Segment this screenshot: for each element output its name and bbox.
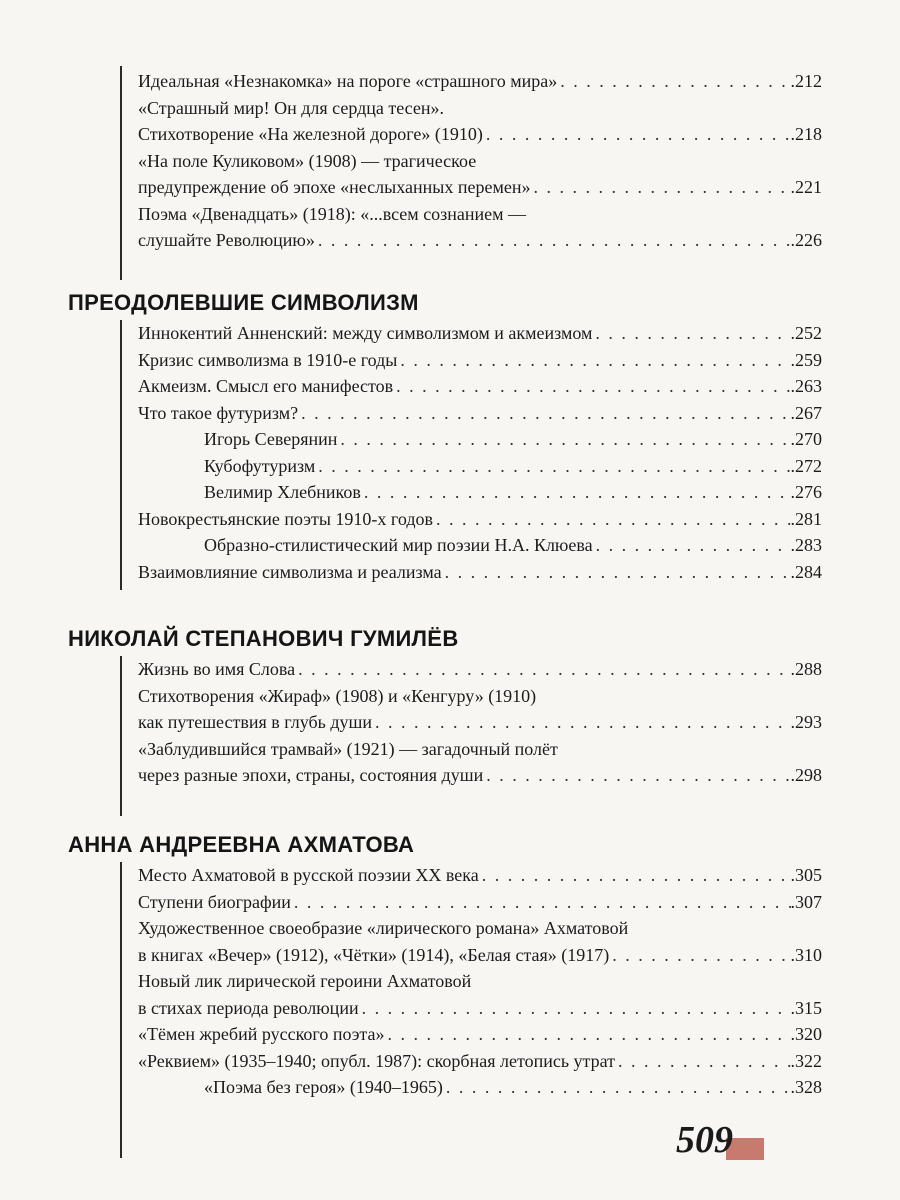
dot-leader (385, 1021, 791, 1048)
dot-leader (530, 174, 790, 201)
toc-entry-line (138, 148, 822, 175)
toc-page-number: .298 (790, 765, 822, 785)
toc-page-number: .276 (790, 482, 822, 502)
toc-entry-title: Жизнь во имя Слова (138, 659, 296, 679)
dot-leader (315, 453, 790, 480)
toc-entry-line (138, 532, 822, 559)
toc-page-number: .252 (790, 323, 822, 343)
dot-leader (557, 68, 790, 95)
toc-page-number: .310 (790, 944, 822, 965)
toc-entry-line (138, 762, 822, 789)
toc-entry-title: «Заблудившийся трамвай» (1921) — загадочный полёт (138, 738, 558, 759)
dot-leader (479, 862, 791, 889)
dot-leader (291, 889, 791, 916)
page-number: 509 (676, 1119, 733, 1161)
toc-entry-title: Образно-стилистический мир поэзии Н.А. Клюева (204, 535, 593, 555)
toc-entry (138, 95, 822, 122)
dot-leader (315, 227, 791, 254)
toc-page-number: .218 (790, 124, 822, 144)
toc-entry (138, 121, 822, 148)
dot-leader (393, 373, 790, 400)
toc-entry (138, 736, 822, 789)
dot-leader (372, 709, 791, 736)
toc-entry-line (138, 68, 822, 95)
dot-leader (359, 995, 791, 1022)
toc-entry-title: через разные эпохи, страны, состояния души (138, 765, 484, 785)
toc-entry (138, 683, 822, 736)
section-rule (120, 66, 122, 280)
toc-entry-line (138, 373, 822, 400)
dot-leader (592, 320, 790, 347)
toc-page-number: .221 (790, 177, 822, 197)
toc-page-number: .267 (790, 402, 822, 423)
toc-entry-line (138, 559, 822, 586)
toc-entry-line (138, 709, 822, 736)
toc-entry-title: Акмеизм. Смысл его манифестов (138, 376, 394, 396)
toc-entry-line (138, 1048, 822, 1075)
toc-entry (138, 426, 822, 453)
toc-entry-title: «Тёмен жребий русского поэта» (138, 1024, 385, 1044)
toc-entry (138, 479, 822, 506)
toc-entry-title: Поэма «Двенадцать» (1918): «...всем сознанием — (138, 203, 527, 224)
toc-page-number: .284 (790, 561, 822, 582)
toc-entry-line (138, 453, 822, 480)
toc-entry-line (138, 968, 822, 995)
toc-entry-title: слушайте Революцию» (138, 230, 315, 250)
toc-entry-line (138, 227, 822, 254)
toc-entry-title: Идеальная «Незнакомка» на пороге «страшного мира» (138, 71, 558, 91)
toc-entry-line (138, 400, 822, 427)
toc-entry-line (138, 1021, 822, 1048)
dot-leader (615, 1048, 790, 1075)
toc-entries (138, 862, 822, 1101)
toc-page-number: .307 (790, 891, 822, 912)
toc-entry-title: Взаимовлияние символизма и реализма (138, 561, 442, 582)
toc-page-number: .283 (790, 535, 822, 555)
section-heading: ПРЕОДОЛЕВШИЕ СИМВОЛИЗМ (68, 290, 419, 315)
toc-entry-line (138, 736, 822, 763)
toc-entry-title: Новокрестьянские поэты 1910-х годов (138, 508, 433, 529)
section-rule (120, 656, 122, 816)
toc-page-number: .305 (790, 865, 822, 885)
toc-entry-line (138, 95, 822, 122)
toc-page-number: .212 (790, 71, 822, 91)
toc-entry-title: Новый лик лирической героини Ахматовой (138, 971, 472, 991)
toc-entry (138, 656, 822, 683)
toc-entry-title: Кубофутуризм (204, 455, 316, 476)
toc-entry-title: в стихах периода революции (138, 997, 359, 1018)
section-heading: АННА АНДРЕЕВНА АХМАТОВА (68, 832, 415, 857)
toc-entry-title: предупреждение об эпохе «неслыханных перемен» (138, 177, 531, 197)
toc-entry (138, 968, 822, 1021)
toc-entry (138, 506, 822, 533)
toc-page-number: .293 (790, 712, 822, 732)
toc-page-number: .328 (790, 1077, 822, 1097)
toc-entry (138, 453, 822, 480)
toc-entry-title: «На поле Куликовом» (1908) — трагическое (138, 150, 477, 171)
toc-entry (138, 559, 822, 586)
toc-entry-line (138, 479, 822, 506)
toc-entry-line (138, 862, 822, 889)
toc-entry (138, 862, 822, 889)
dot-leader (443, 1074, 791, 1101)
toc-entry (138, 148, 822, 201)
toc-entry (138, 68, 822, 95)
toc-entries (138, 656, 822, 789)
toc-page-number: .288 (790, 659, 822, 679)
toc-entry (138, 347, 822, 374)
dot-leader (609, 942, 790, 969)
toc-entry-title: Стихотворение «На железной дороге» (1910) (138, 124, 483, 144)
toc-entry-line (138, 121, 822, 148)
toc-entry-title: Стихотворения «Жираф» (1908) и «Кенгуру» (1910) (138, 685, 537, 706)
toc-entry (138, 532, 822, 559)
section-rule (120, 862, 122, 1158)
toc-entry-title: «Страшный мир! Он для сердца тесен». (138, 97, 445, 118)
dot-leader (361, 479, 791, 506)
toc-entry-line (138, 320, 822, 347)
toc-entry-title: Иннокентий Анненский: между символизмом и акмеизмом (138, 323, 593, 343)
toc-entry (138, 915, 822, 968)
toc-entry-line (138, 656, 822, 683)
toc-entry-line (138, 201, 822, 228)
toc-entry-title: Что такое футуризм? (138, 402, 299, 423)
toc-entry (138, 1048, 822, 1075)
toc-entry-line (138, 1074, 822, 1101)
toc-entry (138, 320, 822, 347)
toc-entry-title: Кризис символизма в 1910-е годы (138, 349, 398, 370)
dot-leader (593, 532, 791, 559)
toc-page-number: .263 (790, 376, 822, 396)
toc-page-number: .259 (790, 349, 822, 370)
toc-page-number: .272 (790, 455, 822, 476)
toc-entry-title: Художественное своеобразие «лирического романа» Ахматовой (138, 918, 629, 938)
toc-entry (138, 373, 822, 400)
toc-entry-line (138, 347, 822, 374)
dot-leader (337, 426, 790, 453)
toc-entry-line (138, 426, 822, 453)
toc-entry-line (138, 506, 822, 533)
toc-entry (138, 201, 822, 254)
toc-entry-title: «Поэма без героя» (1940–1965) (204, 1077, 443, 1097)
dot-leader (433, 506, 791, 533)
toc-entries (138, 68, 822, 254)
toc-entry-line (138, 915, 822, 942)
toc-page-number: .270 (790, 429, 822, 449)
dot-leader (298, 400, 790, 427)
toc-entry (138, 1021, 822, 1048)
dot-leader (295, 656, 790, 683)
section-heading: НИКОЛАЙ СТЕПАНОВИЧ ГУМИЛЁВ (68, 626, 459, 651)
toc-entry (138, 889, 822, 916)
toc-entry-title: как путешествия в глубь души (138, 712, 372, 732)
toc-entry-line (138, 889, 822, 916)
toc-entry-line (138, 995, 822, 1022)
toc-entry-line (138, 174, 822, 201)
toc-entry-title: Ступени биографии (138, 891, 291, 912)
toc-page-number: .322 (790, 1050, 822, 1071)
toc-entry-title: в книгах «Вечер» (1912), «Чётки» (1914), «Белая стая» (1917) (138, 944, 610, 965)
toc-entry (138, 400, 822, 427)
toc-entry-title: Велимир Хлебников (204, 482, 361, 502)
toc-entry-title: Игорь Северянин (204, 429, 338, 449)
dot-leader (442, 559, 791, 586)
toc-entry-title: Место Ахматовой в русской поэзии XX века (138, 865, 479, 885)
dot-leader (483, 121, 791, 148)
section-rule (120, 320, 122, 590)
toc-page-number: .226 (790, 230, 822, 250)
toc-entry-title: «Реквием» (1935–1940; опубл. 1987): скорбная летопись утрат (138, 1050, 616, 1071)
dot-leader (483, 762, 790, 789)
toc-page-number: .315 (790, 997, 822, 1018)
toc-page-number: .281 (790, 508, 822, 529)
dot-leader (397, 347, 790, 374)
toc-entry (138, 1074, 822, 1101)
toc-entries (138, 320, 822, 585)
toc-entry-line (138, 942, 822, 969)
toc-page-number: .320 (790, 1024, 822, 1044)
toc-entry-line (138, 683, 822, 710)
